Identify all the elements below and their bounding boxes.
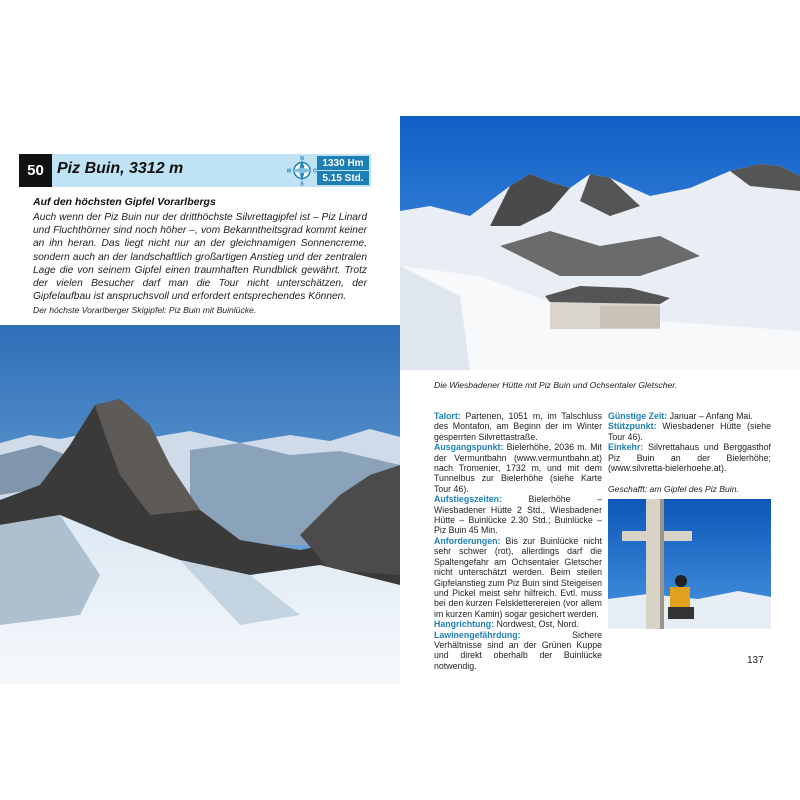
detail-lawinengefaehrdung: Lawinengefährdung: Sichere Verhältnisse sind an der Grünen Kuppe und direkt oberhalb der Buinlücke notwendig. [434, 629, 602, 671]
tour-number: 50 [19, 154, 52, 187]
details-column-2 [608, 411, 771, 473]
detail-talort: Talort: Partenen, 1051 m, im Talschluss des Montafon, am Beginn der im Winter gesperrten Silvrettastraße. [434, 411, 602, 442]
photo-caption-left: Der höchste Vorarlberger Skigipfel: Piz Buin mit Buinlücke. [33, 305, 257, 315]
right-page [400, 116, 800, 684]
tour-title: Piz Buin, 3312 m [57, 160, 184, 177]
summit-caption: Geschafft: am Gipfel des Piz Buin. [608, 484, 739, 494]
detail-aufstiegszeiten: Aufstiegszeiten: Bielerhöhe – Wiesbadener Hütte 2 Std., Wiesbadener Hütte – Buinlücke 2.30 Std.; Buinlücke – Piz Buin 45 Min. [434, 494, 602, 536]
detail-hangrichtung: Hangrichtung: Nordwest, Ost, Nord. [434, 619, 579, 630]
summit-photo [608, 499, 771, 629]
compass-icon [287, 155, 317, 186]
compass-s: S [300, 181, 304, 186]
detail-guenstige-zeit: Günstige Zeit: Januar – Anfang Mai. [608, 411, 753, 421]
tour-header [19, 154, 371, 187]
left-page [0, 116, 400, 684]
compass-n: N [300, 156, 304, 162]
details-column-1 [434, 411, 602, 671]
compass-o: O [313, 168, 317, 175]
page-number: 137 [747, 655, 764, 666]
hut-caption: Die Wiesbadener Hütte mit Piz Buin und Ochsentaler Gletscher. [434, 380, 678, 390]
detail-stuetzpunkt: Stützpunkt: Wiesbadener Hütte (siehe Tour 46). [608, 421, 771, 442]
detail-einkehr: Einkehr: Silvrettahaus und Berggasthof Piz Buin an der Bielerhöhe; (www.silvretta-bielerhoehe.at). [608, 442, 771, 474]
elevation-badge: 1330 Hm [317, 156, 369, 170]
wiesbadener-huette-photo [400, 116, 800, 370]
intro-text: Auch wenn der Piz Buin nur der dritthöchste Silvrettagipfel ist – Piz Linard und Fluchthörner sind noch höher –, vom Bekanntheitsgrad kommt keiner an ihn heran. Das liegt nicht nur an der gleichnamigen Sonnencreme, sondern auch an der landschaftlich großartigen Anstieg und der zentralen Lage die von seinem Gipfel einen traumhaften Rundblick gewährt. Trotz der vielen Besucher darf man die Tour nicht unterschätzen, der Gipfelaufbau ist anspruchsvoll und erfordert entsprechendes Können. [33, 212, 367, 303]
duration-badge: 5.15 Std. [317, 171, 369, 185]
detail-anforderungen: Anforderungen: Bis zur Buinlücke nicht sehr schwer (rot), allerdings darf die Spaltengefahr am Ochsentaler Gletscher nicht unterschätzt werden. Beim steilen Gipfelanstieg zum Piz Buin sind Steigeisen und Pickel meist sehr hilfreich. Evtl. muss bei den kurzen Felskletterereien (vor allem im kurzen Kamin) sogar gesichert werden. [434, 535, 602, 619]
intro-heading: Auf den höchsten Gipfel Vorarlbergs [33, 196, 216, 208]
detail-ausgangspunkt: Ausgangspunkt: Bielerhöhe, 2036 m. Mit der Vermuntbahn (www.vermuntbahn.at) nach Tromenier, 1732 m, und mit dem Tunnelbus zur Bielerhöhe (siehe Karte Tour 46). [434, 442, 602, 494]
piz-buin-photo [0, 325, 400, 684]
compass-w: W [287, 168, 292, 175]
